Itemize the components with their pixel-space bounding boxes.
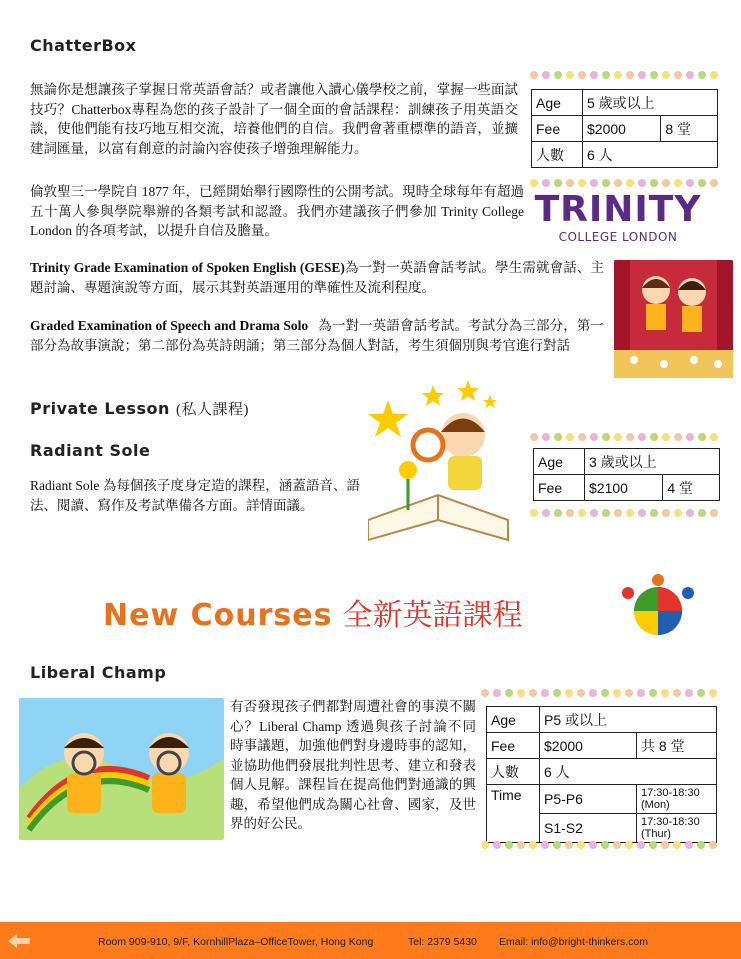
fee-label: Fee xyxy=(532,116,583,142)
kids-world-map-illustration xyxy=(19,698,224,840)
stage-kids-illustration xyxy=(614,260,733,378)
fee-lessons: 8 堂 xyxy=(661,116,718,142)
time-label: Time xyxy=(487,785,540,843)
time-slot: 17:30-18:30 (Mon) xyxy=(637,785,717,814)
chatterbox-heading: ChatterBox xyxy=(30,36,137,55)
size-label: 人數 xyxy=(487,759,540,785)
fee-value: $2100 xyxy=(585,475,663,501)
fee-value: $2000 xyxy=(583,116,661,142)
age-label: Age xyxy=(487,707,540,733)
time-grade: S1-S2 xyxy=(540,814,637,843)
size-label: 人數 xyxy=(532,142,583,168)
footer-email[interactable]: Email: info@bright-thinkers.com xyxy=(499,936,648,948)
drama-title: Graded Examination of Speech and Drama Solo xyxy=(30,318,309,333)
trinity-intro: 倫敦聖三一學院自 1877 年，已經開始舉行國際性的公開考試。現時全球每年有超過五十萬人參與學院舉辦的各類考試和認證。我們亦建議孩子們參加 Trinity College London 的各項考試，以提升自信及膽量。 xyxy=(30,184,524,238)
liberal-champ-info-table xyxy=(486,706,717,843)
fee-label: Fee xyxy=(487,733,540,759)
fee-value: $2000 xyxy=(540,733,637,759)
chatterbox-intro: 無論你是想讓孩子掌握日常英語會話？或者讓他入讀心儀學校之前，掌握一些面試技巧？Chatterbox專程為您的孩子設計了一個全面的會話課程：訓練孩子用英語交談，使他們能有技巧地互相交流，培養他們的自信。我們會著重標準的語音，並擴建詞匯量，以富有創意的討論內容使孩子增強理解能力。 xyxy=(30,82,518,156)
trinity-logo xyxy=(533,190,703,244)
dots-divider xyxy=(481,688,717,698)
chatterbox-info-table xyxy=(531,89,718,168)
liberal-champ-description: 有否發現孩子們都對周遭社會的事漠不關心？Liberal Champ 透過與孩子討論不同時事議題，加強他們對身邊時事的認知，並協助他們發展批判性思考、建立和發表個人見解。課程旨在提高他們對通識的興趣，希望他們成為關心社會、國家，及世界的好公民。 xyxy=(230,699,476,831)
fee-lessons: 共 8 堂 xyxy=(637,733,717,759)
footer-address: Room 909-910, 9/F, KornhillPlaza–OfficeTower, Hong Kong xyxy=(98,936,374,948)
gese-title: Trinity Grade Examination of Spoken English (GESE) xyxy=(30,260,345,275)
footer-bar xyxy=(0,922,741,959)
new-courses-zh: 全新英語課程 xyxy=(342,598,523,633)
dots-divider xyxy=(481,840,717,850)
fee-lessons: 4 堂 xyxy=(663,475,720,501)
time-slot: 17:30-18:30 (Thur) xyxy=(637,814,717,843)
size-value: 6 人 xyxy=(583,142,718,168)
new-courses-en: New Courses xyxy=(103,598,333,633)
radiant-sole-heading: Radiant Sole xyxy=(30,441,151,460)
drama-paragraph xyxy=(30,316,604,355)
dots-divider xyxy=(530,432,718,442)
age-label: Age xyxy=(532,90,583,116)
size-value: 6 人 xyxy=(540,759,717,785)
dots-divider xyxy=(530,508,718,518)
age-label: Age xyxy=(534,449,585,475)
new-courses-title xyxy=(103,590,522,634)
gese-paragraph xyxy=(30,258,604,297)
private-lesson-title-zh: (私人課程) xyxy=(175,402,249,418)
age-value: 3 歲或以上 xyxy=(585,449,720,475)
footer-tel: Tel: 2379 5430 xyxy=(408,936,477,948)
dots-divider xyxy=(530,70,718,80)
dots-divider xyxy=(530,178,718,188)
puzzle-figures-illustration xyxy=(615,573,701,649)
private-lesson-title: Private Lesson xyxy=(30,399,170,418)
age-value: P5 或以上 xyxy=(540,707,717,733)
fee-label: Fee xyxy=(534,475,585,501)
drama-description: 為一對一英語會話考試。考試分為三部分，第一部分為故事演說；第二部份為英詩朗誦；第三部分為個人對話，考生須個別與考官進行對話 xyxy=(30,318,604,353)
liberal-champ-heading: Liberal Champ xyxy=(30,663,167,682)
trinity-logo-main: TRINITY xyxy=(534,189,702,230)
back-arrow-icon[interactable] xyxy=(8,934,30,948)
private-lesson-heading xyxy=(30,398,249,419)
radiant-sole-info-table xyxy=(533,448,720,501)
radiant-sole-description: Radiant Sole 為每個孩子度身定造的課程，涵蓋語音、語法、閱讀、寫作及考試準備各方面。詳情面議。 xyxy=(30,478,360,513)
trinity-logo-sub: COLLEGE LONDON xyxy=(558,230,678,244)
time-grade: P5-P6 xyxy=(540,785,637,814)
age-value: 5 歲或以上 xyxy=(583,90,718,116)
reading-girl-illustration xyxy=(368,380,518,550)
gese-description: 為一對一英語會話考試。學生需就會話、主題討論、專題演說等方面，展示其對英語運用的準確性及流利程度。 xyxy=(30,260,605,295)
